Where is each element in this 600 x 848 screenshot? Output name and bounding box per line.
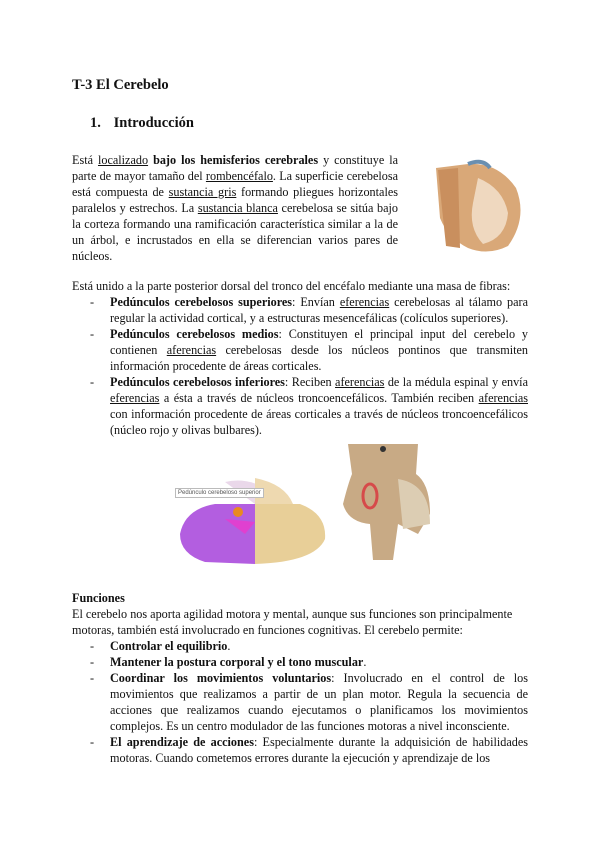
list-item: - Pedúnculos cerebelosos medios: Constituyen el principal input del cerebelo y contienen aferencias cerebelosas desde los núcleos pontinos que transmiten información procedente de áreas corticales.	[90, 327, 528, 373]
intro-block	[72, 152, 528, 264]
funciones-paragraph: El cerebelo nos aporta agilidad motora y mental, aunque sus funciones son principalmente motoras, también está involucrado en funciones cognitivas. El cerebelo permite:	[72, 607, 513, 637]
list-item: - Mantener la postura corporal y el tono muscular.	[90, 655, 367, 669]
section-heading	[90, 114, 528, 132]
term-localizado: localizado	[97, 153, 149, 167]
cerebellum-sagittal-image	[428, 158, 528, 256]
brainstem-image	[338, 444, 430, 560]
figures-row	[72, 444, 528, 568]
document-page	[72, 0, 528, 766]
list-item: - Pedúnculos cerebelosos superiores: Envían eferencias cerebelosas al tálamo para regular la actividad cortical, y a estructuras mesencefálicas (colículos superiores).	[90, 295, 528, 325]
section-title: Introducción	[113, 115, 194, 131]
document-title: T-3 El Cerebelo	[72, 77, 169, 93]
section-number: 1.	[90, 115, 101, 131]
list-item: - Pedúnculos cerebelosos inferiores: Reciben aferencias de la médula espinal y envía eferencias a ésta a través de núcleos troncoencefálicos. También reciben aferencias con información procedente de áreas corticales a través de núcleos troncoencefálicos (núcleo rojo y olivas bulbares).	[90, 375, 528, 437]
figure-label: Pedúnculo cerebeloso superior	[175, 488, 264, 498]
peduncles-list	[72, 294, 528, 438]
funciones-heading: Funciones	[72, 591, 125, 605]
list-item: - El aprendizaje de acciones: Especialmente durante la adquisición de habilidades motoras. Cuando cometemos errores durante la ejecución y aprendizaje de los	[90, 735, 528, 765]
list-item: - Coordinar los movimientos voluntarios: Involucrado en el control de los movimientos que realizamos a partir de un plan motor. Regula la secuencia de acciones que realizamos cuando ejecutamos o planificamos los movimientos complejos. Es un centro modulador de las funciones motoras a nivel inconsciente.	[90, 671, 528, 733]
intro-paragraph: Está localizado bajo los hemisferios cerebrales y constituye la parte de mayor tamaño del rombencéfalo. La superficie cerebelosa está compuesta de sustancia gris formando pliegues horizontales paralelos y estrechos. La sustancia blanca cerebelosa se sitúa bajo la corteza formando una ramificación característica similar a la de un árbol, e incrustados en ella se diferencian varios pares de núcleos.	[72, 153, 399, 263]
peduncles-intro: Está unido a la parte posterior dorsal del tronco del encéfalo mediante una masa de fibras:	[72, 279, 511, 293]
list-item: - Controlar el equilibrio.	[90, 639, 231, 653]
funciones-list	[72, 638, 528, 766]
cerebellum-peduncle-figure	[175, 474, 330, 566]
